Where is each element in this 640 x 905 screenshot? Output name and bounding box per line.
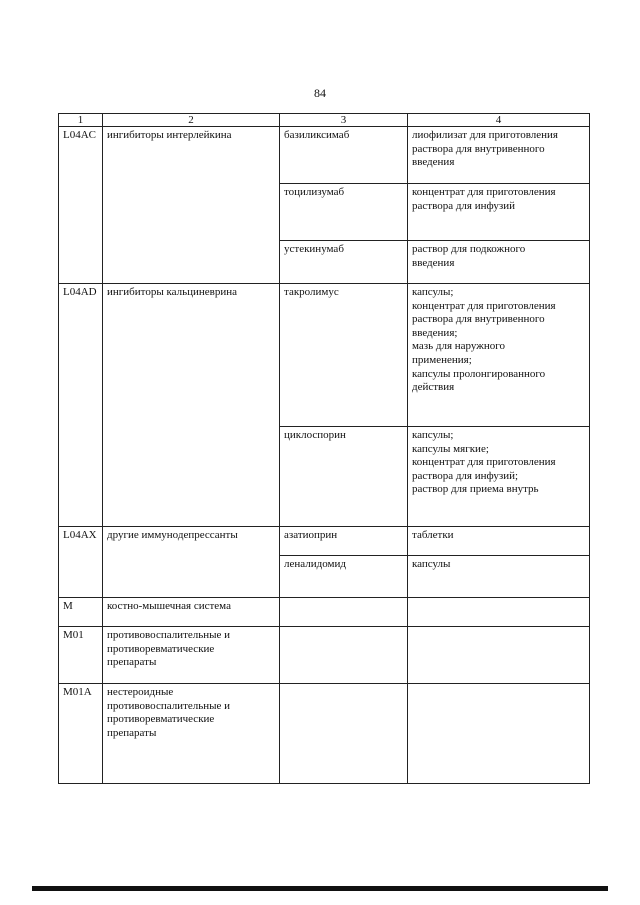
column-header-4: 4 <box>408 114 590 127</box>
group-name-line: противоревматические <box>107 713 215 726</box>
dosage-form-line: капсулы <box>412 558 451 570</box>
group-name-line: нестероидные <box>107 686 174 698</box>
dosage-form-line: капсулы пролонгированного <box>412 367 546 380</box>
drug-name-cell: леналидомид <box>280 556 408 598</box>
dosage-form-cell <box>408 184 590 241</box>
group-name-cell <box>103 598 280 627</box>
dosage-form-line: введения <box>412 156 455 169</box>
drug-name-cell: циклоспорин <box>280 427 408 527</box>
atc-code-cell: L04AC <box>59 127 103 284</box>
header-row <box>59 114 590 127</box>
dosage-form-line: введения <box>412 256 455 269</box>
drug-name-cell: устекинумаб <box>280 241 408 284</box>
dosage-form-line: раствор для приема внутрь <box>412 483 539 496</box>
dosage-form-line: капсулы; <box>412 429 454 441</box>
atc-code-cell: M01 <box>59 627 103 684</box>
dosage-form-line: концентрат для приготовления <box>412 456 556 469</box>
table-row <box>59 627 590 684</box>
drug-name-cell: азатиоприн <box>280 527 408 556</box>
group-name-line: противовоспалительные и <box>107 629 231 641</box>
dosage-form-cell <box>408 127 590 184</box>
dosage-form-line: действия <box>412 381 455 394</box>
table-row <box>59 284 590 427</box>
drug-name-cell: тоцилизумаб <box>280 184 408 241</box>
group-name-line: противовоспалительные и <box>107 699 231 712</box>
dosage-form-line: лиофилизат для приготовления <box>412 129 558 141</box>
group-name-cell <box>103 527 280 598</box>
atc-code-cell: M <box>59 598 103 627</box>
table-row <box>59 527 590 556</box>
group-name-line: ингибиторы интерлейкина <box>107 129 232 141</box>
dosage-form-line: капсулы; <box>412 286 454 298</box>
group-name-line: препараты <box>107 726 157 739</box>
group-name-line: другие иммунодепрессанты <box>107 529 238 541</box>
dosage-form-cell <box>408 284 590 427</box>
dosage-form-cell <box>408 556 590 598</box>
dosage-form-line: раствор для подкожного <box>412 243 526 255</box>
dosage-form-line: раствора для внутривенного <box>412 313 545 326</box>
table-row <box>59 598 590 627</box>
dosage-form-cell <box>408 684 590 784</box>
group-name-line: ингибиторы кальциневрина <box>107 286 238 298</box>
drug-name-cell <box>280 598 408 627</box>
page-number: 84 <box>314 86 326 100</box>
dosage-form-cell <box>408 241 590 284</box>
group-name-line: препараты <box>107 656 157 669</box>
group-name-cell <box>103 684 280 784</box>
dosage-form-line: раствора для инфузий; <box>412 469 519 482</box>
atc-code-cell: L04AX <box>59 527 103 598</box>
column-header-3: 3 <box>280 114 408 127</box>
table-row <box>59 684 590 784</box>
drug-name-cell: базиликсимаб <box>280 127 408 184</box>
atc-code-cell: M01A <box>59 684 103 784</box>
atc-code-cell: L04AD <box>59 284 103 527</box>
dosage-form-cell <box>408 527 590 556</box>
column-header-1: 1 <box>59 114 103 127</box>
dosage-form-line: капсулы мягкие; <box>412 442 489 455</box>
dosage-form-line: применения; <box>412 353 472 366</box>
drug-name-cell: такролимус <box>280 284 408 427</box>
dosage-form-line: раствора для внутривенного <box>412 142 545 155</box>
group-name-line: костно-мышечная система <box>107 600 231 612</box>
dosage-form-line: мазь для наружного <box>412 340 505 353</box>
group-name-cell <box>103 284 280 527</box>
dosage-form-cell <box>408 598 590 627</box>
drug-name-cell <box>280 627 408 684</box>
dosage-form-line: концентрат для приготовления <box>412 299 556 312</box>
table-row <box>59 127 590 184</box>
dosage-form-line: таблетки <box>412 529 454 541</box>
bottom-rule <box>32 886 608 891</box>
group-name-line: противоревматические <box>107 642 215 655</box>
group-name-cell <box>103 127 280 284</box>
drug-classification-table <box>58 113 590 784</box>
dosage-form-line: введения; <box>412 326 458 339</box>
dosage-form-line: концентрат для приготовления <box>412 186 556 198</box>
dosage-form-cell <box>408 627 590 684</box>
group-name-cell <box>103 627 280 684</box>
column-header-2: 2 <box>103 114 280 127</box>
drug-name-cell <box>280 684 408 784</box>
dosage-form-cell <box>408 427 590 527</box>
dosage-form-line: раствора для инфузий <box>412 199 515 212</box>
